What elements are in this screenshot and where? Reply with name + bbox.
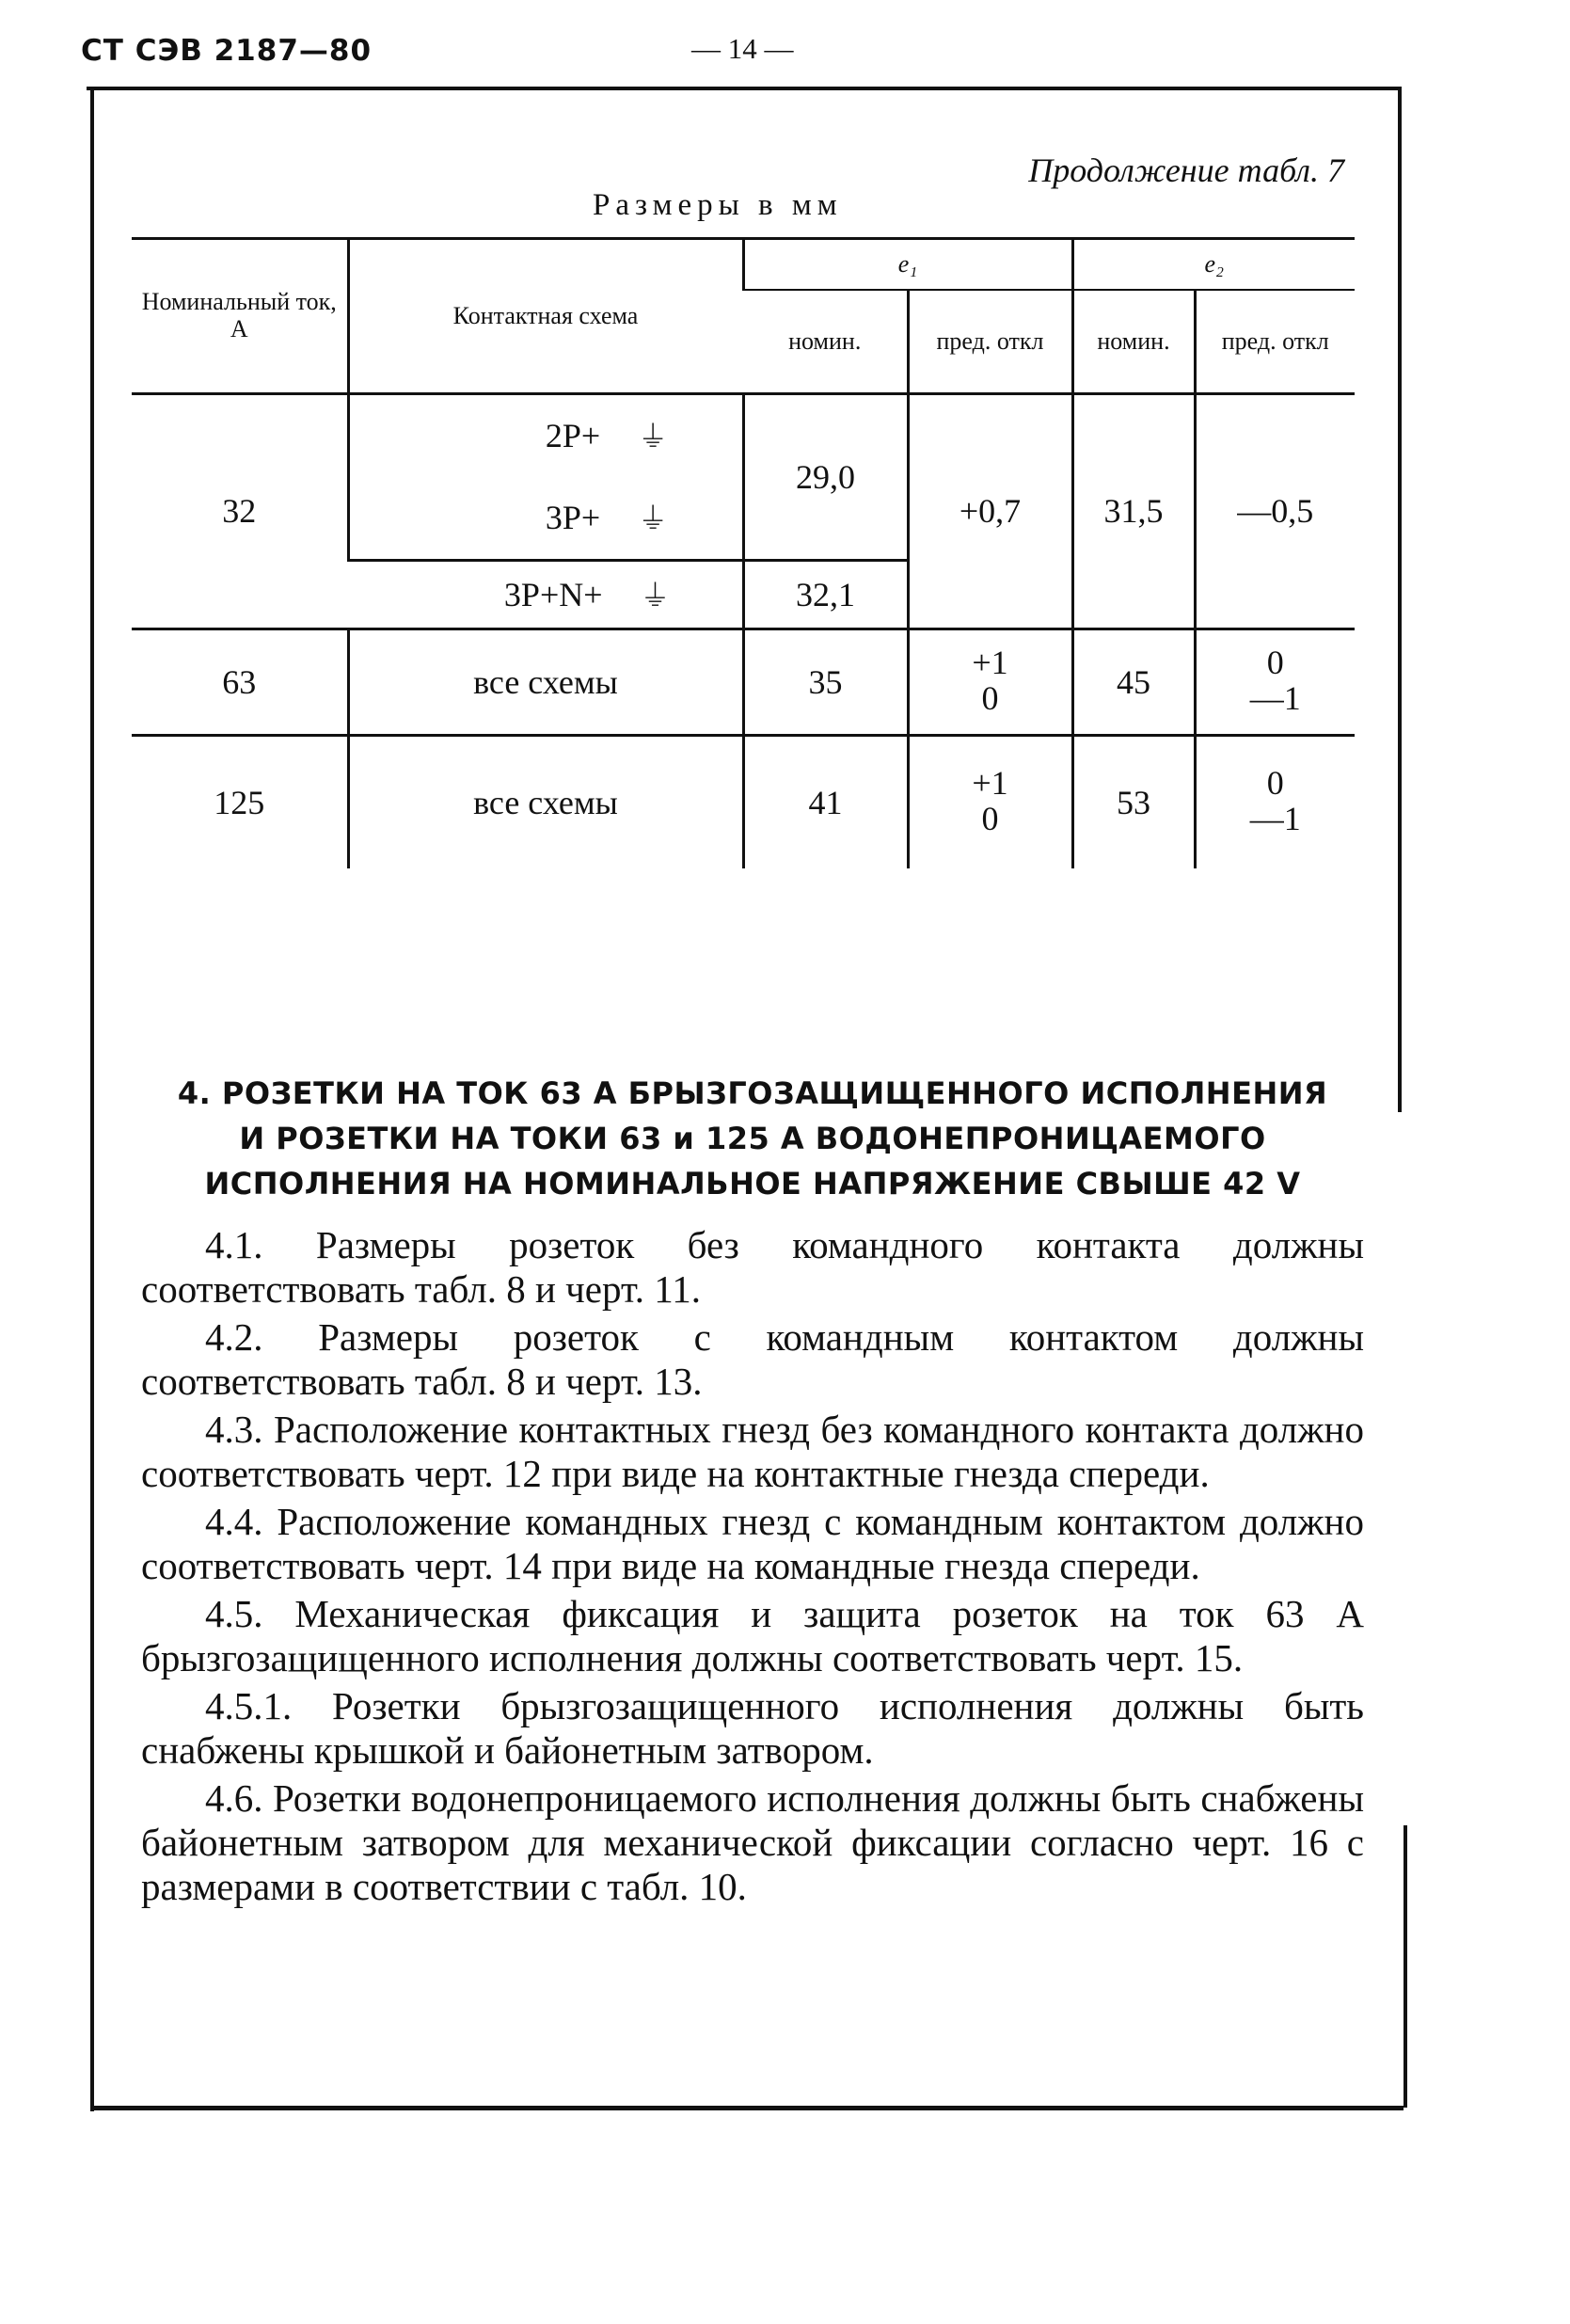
cell-scheme-125: все схемы <box>348 736 743 869</box>
cell-e1-dev-63 <box>908 629 1072 736</box>
frame-right-rule <box>1398 87 1402 1112</box>
col-head-e2-dev: пред. откл <box>1195 290 1355 394</box>
table-units-caption: Размеры в мм <box>593 188 843 222</box>
paragraph-4-2: 4.2. Размеры розеток с командным контактом должны соответствовать табл. 8 и черт. 13. <box>141 1315 1364 1403</box>
scheme-2p <box>472 395 742 477</box>
frame-right-rule-lower <box>1403 1825 1407 2108</box>
cell-e1-nom-32b: 32,1 <box>743 561 908 629</box>
paragraph-4-1: 4.1. Размеры розеток без командного контакта должны соответствовать табл. 8 и черт. 11. <box>141 1223 1364 1311</box>
col-head-e2-nom: номин. <box>1072 290 1195 394</box>
cell-e1-dev-32: +0,7 <box>908 394 1072 629</box>
table-row-125 <box>132 736 1355 869</box>
earth-icon: ⏚ <box>640 577 671 613</box>
page-number: — 14 — <box>691 32 794 65</box>
cell-e2-dev-125 <box>1195 736 1355 869</box>
frame-left-rule <box>90 88 94 2111</box>
col-head-e1: e₁ <box>743 239 1072 291</box>
cell-e2-nom-63: 45 <box>1072 629 1195 736</box>
paragraph-4-5-1: 4.5.1. Розетки брызгозащищенного исполнения должны быть снабжены крышкой и байонетным затвором. <box>141 1684 1364 1772</box>
section-heading-line: И РОЗЕТКИ НА ТОКИ 63 и 125 А ВОДОНЕПРОНИЦАЕМОГО <box>239 1121 1266 1156</box>
paragraph-4-3: 4.3. Расположение контактных гнезд без командного контакта должно соответствовать черт. 12 при виде на контактные гнезда спереди. <box>141 1408 1364 1495</box>
standard-code: СТ СЭВ 2187—80 <box>81 34 373 68</box>
dimensions-table <box>132 237 1355 868</box>
scheme-3p <box>472 477 742 559</box>
cell-current-125: 125 <box>132 736 348 869</box>
frame-bottom-rule <box>90 2106 1403 2110</box>
frame-top-rule <box>87 87 1402 90</box>
table-row-63 <box>132 629 1355 736</box>
table-row-32 <box>132 394 1355 561</box>
cell-current-63: 63 <box>132 629 348 736</box>
paragraph-4-4: 4.4. Расположение командных гнезд с командным контактом должно соответствовать черт. 14 при виде на командные гнезда спереди. <box>141 1500 1364 1587</box>
earth-icon: ⏚ <box>638 419 669 454</box>
cell-e2-dev-63 <box>1195 629 1355 736</box>
cell-current-32: 32 <box>222 492 257 531</box>
body-text <box>141 1223 1364 1913</box>
cell-e2-nom-32: 31,5 <box>1072 394 1195 629</box>
col-head-scheme: Контактная схема <box>348 239 743 394</box>
e1-dev-upper: +1 <box>972 764 1008 803</box>
col-head-e1-nom: номин. <box>788 326 862 355</box>
section-heading <box>141 1071 1364 1206</box>
cell-scheme-3pn <box>348 561 743 629</box>
e2-dev-lower: —1 <box>1249 800 1301 838</box>
section-heading-line: 4. РОЗЕТКИ НА ТОК 63 А БРЫЗГОЗАЩИЩЕННОГО ИСПОЛНЕНИЯ <box>177 1075 1328 1111</box>
cell-e1-dev-125 <box>908 736 1072 869</box>
paragraph-4-6: 4.6. Розетки водонепроницаемого исполнения должны быть снабжены байонетным затвором для механической фиксации согласно черт. 16 с размерами в соответствии с табл. 10. <box>141 1776 1364 1908</box>
scheme-3pn-label: 3P+N+ <box>503 575 603 613</box>
cell-e2-nom-125: 53 <box>1072 736 1195 869</box>
paragraph-4-5: 4.5. Механическая фиксация и защита розеток на ток 63 А брызгозащищенного исполнения должны соответствовать черт. 15. <box>141 1592 1364 1679</box>
earth-icon: ⏚ <box>638 501 669 537</box>
col-head-e1-dev: пред. откл <box>908 290 1072 394</box>
e2-dev-lower: —1 <box>1249 679 1301 718</box>
cell-e1-nom-63: 35 <box>743 629 908 736</box>
e1-dev-lower: 0 <box>981 679 999 718</box>
scheme-2p-label: 2P+ <box>545 417 601 454</box>
table-continuation-caption: Продолжение табл. 7 <box>1028 151 1344 189</box>
e1-dev-lower: 0 <box>981 800 999 838</box>
section-heading-line: ИСПОЛНЕНИЯ НА НОМИНАЛЬНОЕ НАПРЯЖЕНИЕ СВЫШЕ 42 V <box>204 1166 1301 1202</box>
scheme-3p-label: 3P+ <box>545 499 601 537</box>
cell-scheme-63: все схемы <box>348 629 743 736</box>
e1-dev-upper: +1 <box>972 644 1008 682</box>
cell-e2-dev-32: —0,5 <box>1195 394 1355 629</box>
col-head-current: Номинальный ток, А <box>132 239 348 394</box>
e2-dev-upper: 0 <box>1266 644 1284 682</box>
cell-schemes-2p-3p <box>348 394 743 561</box>
cell-e1-nom-32a: 29,0 <box>743 394 908 561</box>
cell-e1-nom-125: 41 <box>743 736 908 869</box>
col-head-e2: e₂ <box>1072 239 1355 291</box>
e2-dev-upper: 0 <box>1266 764 1284 803</box>
